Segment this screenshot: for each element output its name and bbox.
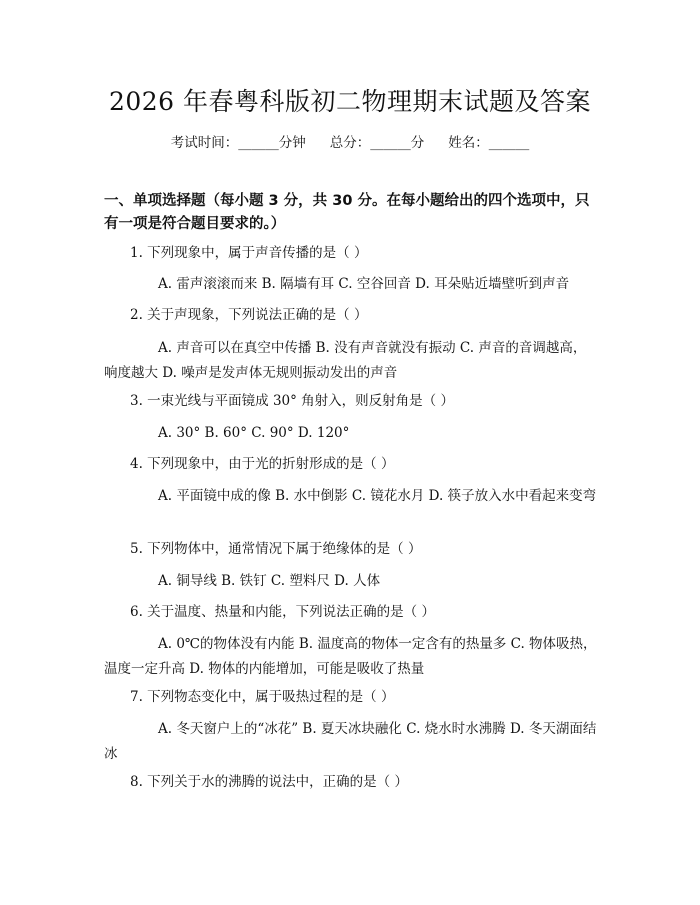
question-5-options: A. 铜导线 B. 铁钉 C. 塑料尺 D. 人体	[158, 573, 381, 589]
question-2-stem: 2. 关于声现象，下列说法正确的是（ ）	[130, 307, 368, 323]
question-3-stem: 3. 一束光线与平面镜成 30° 角射入，则反射角是（ ）	[130, 393, 454, 409]
question-5-stem: 5. 下列物体中，通常情况下属于绝缘体的是（ ）	[130, 541, 422, 557]
question-6-stem: 6. 关于温度、热量和内能，下列说法正确的是（ ）	[130, 604, 435, 620]
name-label: 姓名：______	[448, 135, 530, 151]
question-2-options: A. 声音可以在真空中传播 B. 没有声音就没有振动 C. 声音的音调越高，响度越大 D. 噪声是发声体无规则振动发出的声音	[104, 340, 587, 381]
question-7-options: A. 冬天窗户上的“冰花” B. 夏天冰块融化 C. 烧水时水沸腾 D. 冬天湖面结冰	[104, 721, 597, 762]
question-4-stem: 4. 下列现象中，由于光的折射形成的是（ ）	[130, 456, 395, 472]
question-4-options: A. 平面镜中成的像 B. 水中倒影 C. 镜花水月 D. 筷子放入水中看起来变弯	[158, 488, 597, 504]
exam-time-label: 考试时间：______分钟	[170, 135, 306, 151]
question-1-stem: 1. 下列现象中，属于声音传播的是（ ）	[130, 245, 368, 261]
question-8-stem: 8. 下列关于水的沸腾的说法中，正确的是（ ）	[130, 774, 408, 790]
question-3-options: A. 30° B. 60° C. 90° D. 120°	[158, 425, 350, 441]
section-heading: 一、单项选择题（每小题 3 分，共 30 分。在每小题给出的四个选项中，只有一项是符合题目要求的。）	[104, 193, 590, 232]
total-score-label: 总分：______分	[329, 135, 425, 151]
question-6-options: A. 0℃的物体没有内能 B. 温度高的物体一定含有的热量多 C. 物体吸热，温度一定升高 D. 物体的内能增加，可能是吸收了热量	[104, 636, 597, 677]
question-1-options: A. 雷声滚滚而来 B. 隔墙有耳 C. 空谷回音 D. 耳朵贴近墙壁听到声音	[158, 276, 570, 292]
page-title: 2026 年春粤科版初二物理期末试题及答案	[108, 87, 592, 116]
exam-meta	[0, 131, 700, 151]
question-7-stem: 7. 下列物态变化中，属于吸热过程的是（ ）	[130, 689, 395, 705]
